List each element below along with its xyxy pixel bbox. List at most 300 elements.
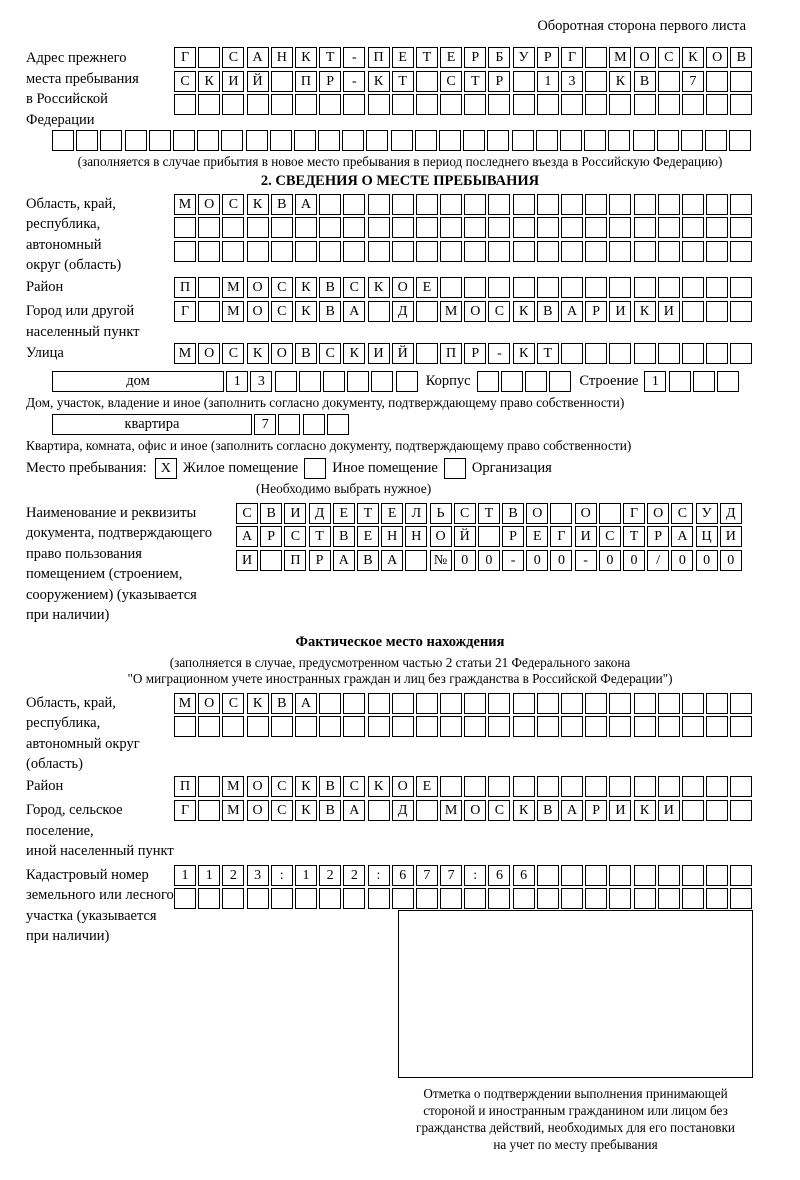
prev-address-char-19[interactable] [634, 94, 656, 115]
prev-address-char-20[interactable] [658, 71, 680, 92]
street-char-14[interactable]: К [513, 343, 535, 364]
document-char-6[interactable]: Н [381, 526, 403, 547]
actual-region-char-21[interactable] [682, 716, 704, 737]
document-char-5[interactable]: Е [357, 526, 379, 547]
document-char-9[interactable]: Й [454, 526, 476, 547]
prev-address-char-9[interactable]: Е [392, 47, 414, 68]
prev-address-char-6[interactable]: Т [319, 47, 341, 68]
actual-district-char-8[interactable]: К [368, 776, 390, 797]
document-char-6[interactable]: А [381, 550, 403, 571]
region-char-4[interactable]: В [271, 194, 293, 215]
prev-address-char-16[interactable]: 3 [561, 71, 583, 92]
actual-region-char-21[interactable] [682, 693, 704, 714]
region-char-15[interactable] [537, 241, 559, 262]
district-char-17[interactable] [585, 277, 607, 298]
document-char-2[interactable]: П [284, 550, 306, 571]
actual-city-char-6[interactable]: В [319, 800, 341, 821]
actual-city-char-3[interactable]: О [247, 800, 269, 821]
document-char-14[interactable]: И [575, 526, 597, 547]
cadastral-char-23[interactable] [730, 865, 752, 886]
prev-address-char-8[interactable] [368, 94, 390, 115]
region-char-2[interactable]: С [222, 194, 244, 215]
document-char-13[interactable]: Г [550, 526, 572, 547]
prev-address-char-1[interactable]: К [198, 71, 220, 92]
actual-city-char-21[interactable] [682, 800, 704, 821]
prev-address-char-18[interactable]: К [609, 71, 631, 92]
city-char-14[interactable]: К [513, 301, 535, 322]
cadastral-char-8[interactable]: : [368, 865, 390, 886]
prev-address-char-12[interactable] [464, 94, 486, 115]
house-char-3[interactable] [299, 371, 321, 392]
prev-address-char-20[interactable] [658, 94, 680, 115]
region-char-21[interactable] [682, 194, 704, 215]
actual-region-char-12[interactable] [464, 716, 486, 737]
stroenie-char-0[interactable]: 1 [644, 371, 666, 392]
region-char-21[interactable] [682, 241, 704, 262]
prev-address-char-21[interactable]: К [682, 47, 704, 68]
cadastral-char-7[interactable]: 2 [343, 865, 365, 886]
cadastral-char-10[interactable]: 7 [416, 865, 438, 886]
prev-address-char-23[interactable] [730, 71, 752, 92]
region-char-8[interactable] [368, 194, 390, 215]
cadastral-char-10[interactable] [416, 888, 438, 909]
actual-district-char-22[interactable] [706, 776, 728, 797]
document-char-10[interactable]: 0 [478, 550, 500, 571]
korpus-char-3[interactable] [549, 371, 571, 392]
cadastral-char-1[interactable]: 1 [198, 865, 220, 886]
cadastral-char-12[interactable]: : [464, 865, 486, 886]
cadastral-char-5[interactable]: 1 [295, 865, 317, 886]
actual-region-char-14[interactable] [513, 716, 535, 737]
actual-city-char-12[interactable]: О [464, 800, 486, 821]
cadastral-char-9[interactable] [392, 888, 414, 909]
cadastral-char-6[interactable] [319, 888, 341, 909]
cadastral-char-0[interactable]: 1 [174, 865, 196, 886]
document-char-15[interactable]: 0 [599, 550, 621, 571]
actual-city-char-20[interactable]: И [658, 800, 680, 821]
actual-city-char-18[interactable]: И [609, 800, 631, 821]
document-char-2[interactable]: И [284, 503, 306, 524]
prev-address-char-0[interactable]: Г [174, 47, 196, 68]
region-char-7[interactable] [343, 194, 365, 215]
cadastral-char-22[interactable] [706, 888, 728, 909]
actual-city-char-13[interactable]: С [488, 800, 510, 821]
region-char-7[interactable] [343, 217, 365, 238]
actual-region-char-17[interactable] [585, 716, 607, 737]
region-char-10[interactable] [416, 194, 438, 215]
city-char-6[interactable]: В [319, 301, 341, 322]
actual-city-char-2[interactable]: М [222, 800, 244, 821]
actual-city-char-14[interactable]: К [513, 800, 535, 821]
city-char-2[interactable]: М [222, 301, 244, 322]
district-char-13[interactable] [488, 277, 510, 298]
korpus-char-1[interactable] [501, 371, 523, 392]
region-char-6[interactable] [319, 241, 341, 262]
region-char-14[interactable] [513, 217, 535, 238]
actual-region-char-6[interactable] [319, 716, 341, 737]
house-char-7[interactable] [396, 371, 418, 392]
city-char-11[interactable]: М [440, 301, 462, 322]
region-char-9[interactable] [392, 241, 414, 262]
prev-address-char-4[interactable] [271, 94, 293, 115]
actual-region-char-23[interactable] [730, 716, 752, 737]
prev-address-char-6[interactable] [319, 94, 341, 115]
actual-region-char-6[interactable] [319, 693, 341, 714]
actual-region-char-20[interactable] [658, 693, 680, 714]
document-char-4[interactable]: Е [333, 503, 355, 524]
city-char-18[interactable]: И [609, 301, 631, 322]
cadastral-char-21[interactable] [682, 888, 704, 909]
prev-address-char-22[interactable]: О [706, 47, 728, 68]
actual-district-char-19[interactable] [634, 776, 656, 797]
prev-address-char-11[interactable]: С [440, 71, 462, 92]
region-char-10[interactable] [416, 217, 438, 238]
actual-district-char-17[interactable] [585, 776, 607, 797]
prev-address-char-21[interactable] [682, 94, 704, 115]
region-char-22[interactable] [706, 241, 728, 262]
house-char-2[interactable] [275, 371, 297, 392]
street-char-13[interactable]: - [488, 343, 510, 364]
cadastral-char-13[interactable] [488, 888, 510, 909]
street-char-15[interactable]: Т [537, 343, 559, 364]
actual-district-char-10[interactable]: Е [416, 776, 438, 797]
region-char-12[interactable] [464, 217, 486, 238]
prev-address-char-19[interactable]: В [634, 71, 656, 92]
document-char-1[interactable]: Р [260, 526, 282, 547]
cadastral-char-11[interactable]: 7 [440, 865, 462, 886]
region-char-7[interactable] [343, 241, 365, 262]
prev-address-char-16[interactable]: Г [561, 47, 583, 68]
prev-address-char-8[interactable]: П [368, 47, 390, 68]
house-char-4[interactable] [323, 371, 345, 392]
prev-address-char-16[interactable] [561, 94, 583, 115]
prev-address-char-7[interactable]: - [343, 47, 365, 68]
region-char-23[interactable] [730, 241, 752, 262]
region-char-19[interactable] [634, 194, 656, 215]
district-char-11[interactable] [440, 277, 462, 298]
prev-address-char-11[interactable]: Е [440, 47, 462, 68]
region-char-23[interactable] [730, 194, 752, 215]
prev-address-char-19[interactable] [512, 130, 534, 151]
prev-address-char-3[interactable] [247, 94, 269, 115]
prev-address-char-2[interactable] [222, 94, 244, 115]
prev-address-char-11[interactable] [318, 130, 340, 151]
document-char-20[interactable]: 0 [720, 550, 742, 571]
region-char-3[interactable]: К [247, 194, 269, 215]
actual-region-char-1[interactable]: О [198, 693, 220, 714]
prev-address-char-5[interactable]: П [295, 71, 317, 92]
district-char-14[interactable] [513, 277, 535, 298]
actual-district-char-21[interactable] [682, 776, 704, 797]
cadastral-char-12[interactable] [464, 888, 486, 909]
actual-region-char-11[interactable] [440, 716, 462, 737]
prev-address-char-22[interactable] [706, 94, 728, 115]
region-char-22[interactable] [706, 217, 728, 238]
prev-address-char-23[interactable] [730, 94, 752, 115]
document-char-9[interactable]: 0 [454, 550, 476, 571]
region-char-19[interactable] [634, 241, 656, 262]
region-char-1[interactable] [198, 217, 220, 238]
actual-region-char-4[interactable] [271, 716, 293, 737]
actual-district-char-11[interactable] [440, 776, 462, 797]
prev-address-char-11[interactable] [440, 94, 462, 115]
region-char-20[interactable] [658, 194, 680, 215]
cadastral-char-16[interactable] [561, 888, 583, 909]
region-char-3[interactable] [247, 241, 269, 262]
prev-address-char-23[interactable]: В [730, 47, 752, 68]
cadastral-char-6[interactable]: 2 [319, 865, 341, 886]
prev-address-char-25[interactable] [657, 130, 679, 151]
flat-char-0[interactable]: 7 [254, 414, 276, 435]
document-char-17[interactable]: О [647, 503, 669, 524]
prev-address-char-9[interactable]: Т [392, 71, 414, 92]
document-char-11[interactable]: - [502, 550, 524, 571]
street-char-9[interactable]: Й [392, 343, 414, 364]
document-char-3[interactable]: Р [309, 550, 331, 571]
city-char-1[interactable] [198, 301, 220, 322]
actual-region-char-20[interactable] [658, 716, 680, 737]
street-char-7[interactable]: К [343, 343, 365, 364]
actual-city-char-8[interactable] [368, 800, 390, 821]
document-char-7[interactable]: Л [405, 503, 427, 524]
prev-address-char-2[interactable] [100, 130, 122, 151]
cadastral-char-20[interactable] [658, 888, 680, 909]
prev-address-char-16[interactable] [439, 130, 461, 151]
district-char-0[interactable]: П [174, 277, 196, 298]
cadastral-char-0[interactable] [174, 888, 196, 909]
document-char-8[interactable]: О [430, 526, 452, 547]
cadastral-char-2[interactable]: 2 [222, 865, 244, 886]
cadastral-char-18[interactable] [609, 888, 631, 909]
document-char-18[interactable]: А [671, 526, 693, 547]
house-char-5[interactable] [347, 371, 369, 392]
korpus-char-2[interactable] [525, 371, 547, 392]
document-char-4[interactable]: В [333, 526, 355, 547]
city-char-0[interactable]: Г [174, 301, 196, 322]
region-char-12[interactable] [464, 194, 486, 215]
actual-district-char-1[interactable] [198, 776, 220, 797]
district-char-6[interactable]: В [319, 277, 341, 298]
document-char-20[interactable]: Д [720, 503, 742, 524]
city-char-16[interactable]: А [561, 301, 583, 322]
region-char-18[interactable] [609, 217, 631, 238]
prev-address-char-10[interactable] [294, 130, 316, 151]
prev-address-char-22[interactable] [706, 71, 728, 92]
actual-district-char-20[interactable] [658, 776, 680, 797]
actual-district-char-7[interactable]: С [343, 776, 365, 797]
prev-address-char-1[interactable] [198, 47, 220, 68]
document-char-0[interactable]: И [236, 550, 258, 571]
city-char-7[interactable]: А [343, 301, 365, 322]
document-char-2[interactable]: С [284, 526, 306, 547]
actual-region-char-18[interactable] [609, 693, 631, 714]
stroenie-char-2[interactable] [693, 371, 715, 392]
actual-region-char-5[interactable]: А [295, 693, 317, 714]
stay-place-checkbox-organization[interactable] [444, 458, 466, 479]
city-char-5[interactable]: К [295, 301, 317, 322]
prev-address-char-18[interactable] [487, 130, 509, 151]
prev-address-char-5[interactable] [173, 130, 195, 151]
actual-city-char-17[interactable]: Р [585, 800, 607, 821]
actual-city-char-1[interactable] [198, 800, 220, 821]
cadastral-char-22[interactable] [706, 865, 728, 886]
region-char-18[interactable] [609, 194, 631, 215]
street-char-5[interactable]: В [295, 343, 317, 364]
document-char-5[interactable]: В [357, 550, 379, 571]
region-char-0[interactable] [174, 217, 196, 238]
prev-address-char-18[interactable]: М [609, 47, 631, 68]
document-char-5[interactable]: Т [357, 503, 379, 524]
cadastral-char-18[interactable] [609, 865, 631, 886]
document-char-10[interactable]: Т [478, 503, 500, 524]
actual-district-char-4[interactable]: С [271, 776, 293, 797]
actual-region-char-2[interactable]: С [222, 693, 244, 714]
actual-region-char-13[interactable] [488, 716, 510, 737]
region-char-9[interactable] [392, 194, 414, 215]
prev-address-char-8[interactable]: К [368, 71, 390, 92]
actual-city-char-22[interactable] [706, 800, 728, 821]
actual-region-char-15[interactable] [537, 716, 559, 737]
document-char-0[interactable]: С [236, 503, 258, 524]
stroenie-char-1[interactable] [669, 371, 691, 392]
cadastral-char-16[interactable] [561, 865, 583, 886]
district-char-23[interactable] [730, 277, 752, 298]
document-char-3[interactable]: Т [309, 526, 331, 547]
actual-region-char-22[interactable] [706, 716, 728, 737]
stay-place-checkbox-residential[interactable]: X [155, 458, 177, 479]
city-char-12[interactable]: О [464, 301, 486, 322]
prev-address-char-5[interactable] [295, 94, 317, 115]
prev-address-char-2[interactable]: С [222, 47, 244, 68]
actual-region-char-2[interactable] [222, 716, 244, 737]
actual-region-char-19[interactable] [634, 693, 656, 714]
actual-district-char-13[interactable] [488, 776, 510, 797]
prev-address-char-15[interactable]: Р [537, 47, 559, 68]
cadastral-char-23[interactable] [730, 888, 752, 909]
actual-region-char-15[interactable] [537, 693, 559, 714]
actual-region-char-0[interactable] [174, 716, 196, 737]
prev-address-char-13[interactable]: Р [488, 71, 510, 92]
region-char-5[interactable] [295, 217, 317, 238]
region-char-11[interactable] [440, 241, 462, 262]
region-char-13[interactable] [488, 241, 510, 262]
flat-char-2[interactable] [303, 414, 325, 435]
actual-region-char-11[interactable] [440, 693, 462, 714]
region-char-17[interactable] [585, 194, 607, 215]
region-char-17[interactable] [585, 217, 607, 238]
cadastral-char-19[interactable] [634, 888, 656, 909]
city-char-13[interactable]: С [488, 301, 510, 322]
prev-address-char-9[interactable] [270, 130, 292, 151]
city-char-4[interactable]: С [271, 301, 293, 322]
document-char-13[interactable]: 0 [550, 550, 572, 571]
city-char-15[interactable]: В [537, 301, 559, 322]
district-char-20[interactable] [658, 277, 680, 298]
prev-address-char-7[interactable] [343, 94, 365, 115]
document-char-19[interactable]: Ц [696, 526, 718, 547]
cadastral-char-1[interactable] [198, 888, 220, 909]
flat-char-1[interactable] [278, 414, 300, 435]
actual-region-char-13[interactable] [488, 693, 510, 714]
prev-address-char-26[interactable] [681, 130, 703, 151]
cadastral-char-9[interactable]: 6 [392, 865, 414, 886]
region-char-13[interactable] [488, 194, 510, 215]
prev-address-char-3[interactable] [125, 130, 147, 151]
district-char-7[interactable]: С [343, 277, 365, 298]
street-char-16[interactable] [561, 343, 583, 364]
district-char-15[interactable] [537, 277, 559, 298]
prev-address-char-6[interactable] [197, 130, 219, 151]
prev-address-char-0[interactable] [52, 130, 74, 151]
document-char-1[interactable] [260, 550, 282, 571]
street-char-12[interactable]: Р [464, 343, 486, 364]
region-char-14[interactable] [513, 241, 535, 262]
document-char-16[interactable]: Г [623, 503, 645, 524]
cadastral-char-7[interactable] [343, 888, 365, 909]
prev-address-char-4[interactable] [149, 130, 171, 151]
prev-address-char-17[interactable] [585, 47, 607, 68]
actual-city-char-10[interactable] [416, 800, 438, 821]
region-char-13[interactable] [488, 217, 510, 238]
prev-address-char-28[interactable] [729, 130, 751, 151]
region-char-18[interactable] [609, 241, 631, 262]
region-char-16[interactable] [561, 194, 583, 215]
cadastral-char-3[interactable] [247, 888, 269, 909]
actual-region-char-8[interactable] [368, 693, 390, 714]
district-char-19[interactable] [634, 277, 656, 298]
cadastral-char-17[interactable] [585, 865, 607, 886]
document-char-8[interactable]: № [430, 550, 452, 571]
prev-address-char-7[interactable] [221, 130, 243, 151]
prev-address-char-9[interactable] [392, 94, 414, 115]
region-char-2[interactable] [222, 241, 244, 262]
actual-region-char-16[interactable] [561, 693, 583, 714]
prev-address-char-14[interactable] [513, 94, 535, 115]
prev-address-char-12[interactable]: Р [464, 47, 486, 68]
cadastral-char-8[interactable] [368, 888, 390, 909]
district-char-18[interactable] [609, 277, 631, 298]
actual-district-char-5[interactable]: К [295, 776, 317, 797]
document-char-16[interactable]: 0 [623, 550, 645, 571]
prev-address-char-18[interactable] [609, 94, 631, 115]
district-char-10[interactable]: Е [416, 277, 438, 298]
document-char-11[interactable]: Р [502, 526, 524, 547]
district-char-9[interactable]: О [392, 277, 414, 298]
prev-address-char-8[interactable] [246, 130, 268, 151]
region-char-11[interactable] [440, 194, 462, 215]
actual-city-char-7[interactable]: А [343, 800, 365, 821]
prev-address-char-12[interactable] [342, 130, 364, 151]
document-char-14[interactable]: - [575, 550, 597, 571]
region-char-15[interactable] [537, 217, 559, 238]
prev-address-char-6[interactable]: Р [319, 71, 341, 92]
prev-address-char-5[interactable]: К [295, 47, 317, 68]
actual-city-char-15[interactable]: В [537, 800, 559, 821]
street-char-19[interactable] [634, 343, 656, 364]
actual-region-char-17[interactable] [585, 693, 607, 714]
actual-region-char-12[interactable] [464, 693, 486, 714]
prev-address-char-2[interactable]: И [222, 71, 244, 92]
city-char-20[interactable]: И [658, 301, 680, 322]
prev-address-char-14[interactable] [513, 71, 535, 92]
prev-address-char-14[interactable] [391, 130, 413, 151]
street-char-11[interactable]: П [440, 343, 462, 364]
actual-region-char-1[interactable] [198, 716, 220, 737]
actual-region-char-9[interactable] [392, 693, 414, 714]
document-char-12[interactable]: Е [526, 526, 548, 547]
prev-address-char-15[interactable] [415, 130, 437, 151]
cadastral-char-14[interactable]: 6 [513, 865, 535, 886]
